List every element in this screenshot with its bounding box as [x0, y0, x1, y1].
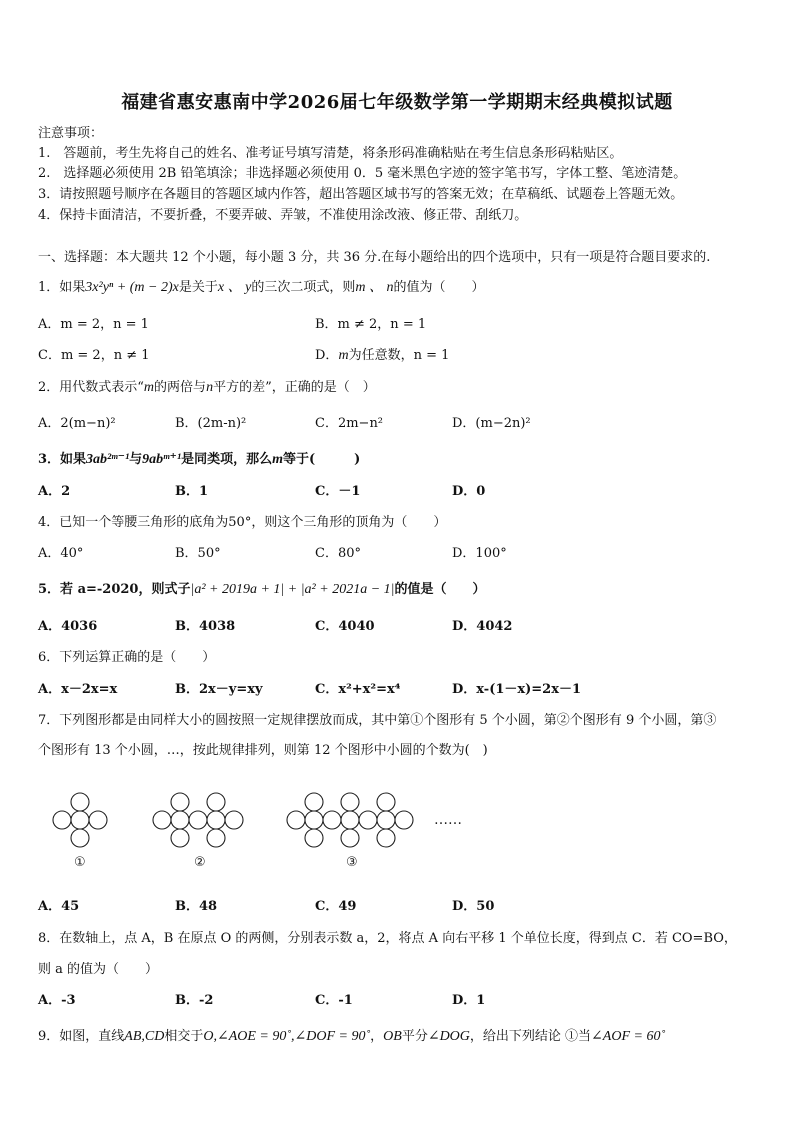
question-5: [38, 578, 486, 598]
question-3: [38, 448, 360, 468]
q9-angles: O,∠AOE = 90˚,∠DOF = 90˚: [203, 1029, 371, 1044]
q3-post: 是同类项，那么: [181, 452, 273, 467]
notice-heading: 注意事项：: [38, 126, 104, 141]
q4-option-b: B．50°: [175, 546, 221, 561]
section-heading: 一、选择题：本大题共 12 个小题，每小题 3 分，共 36 分.在每小题给出的四个选项中，只有一项是符合题目要求的.: [38, 250, 711, 265]
question-7-line-1: 7．下列图形都是由同样大小的圆按照一定规律摆放而成，其中第①个图形有 5 个小圆，第②个图形有 9 个小圆，第③: [38, 713, 717, 728]
q1-option-b: B．m ≠ 2，n = 1: [315, 317, 427, 332]
q1-end: 的值为（ ）: [393, 280, 485, 295]
pattern-figure-1: [53, 793, 107, 847]
q2-option-a: A．2(m−n)²: [38, 416, 116, 431]
question-4: 4．已知一个等腰三角形的底角为50°，则这个三角形的顶角为（ ）: [38, 515, 447, 530]
q7-option-a: A．45: [38, 899, 80, 914]
question-8-line-2: 则 a 的值为（ ）: [38, 962, 159, 977]
pattern-figure-3: [287, 793, 413, 847]
q5-prefix: 5．若 a=-2020，则式子: [38, 582, 191, 597]
q2-var-m: m: [143, 380, 155, 395]
q1-d-tail: n = 1: [413, 348, 450, 363]
q5-option-d: D．4042: [452, 619, 513, 634]
q9-prefix: 9．如图，直线: [38, 1029, 125, 1044]
q6-option-a: A．x－2x=x: [38, 682, 118, 697]
q2-prefix: 2．用代数式表示“: [38, 380, 144, 395]
q2-mid: 的两倍与: [154, 380, 207, 395]
q9-mid: 相交于: [164, 1029, 204, 1044]
q3-option-d: D．0: [452, 484, 486, 499]
q5-post: 的值是（ ）: [394, 582, 486, 597]
q3-prefix: 3．如果: [38, 452, 87, 467]
q4-option-c: C．80°: [315, 546, 361, 561]
q2-option-c: C．2m−n²: [315, 416, 384, 431]
q5-option-c: C．4040: [315, 619, 375, 634]
q1-option-c: C．m = 2，n ≠ 1: [38, 348, 150, 363]
question-2: [38, 376, 376, 396]
q1-d-label: D．: [315, 348, 339, 363]
q2-var-n: n: [206, 380, 214, 395]
q8-option-b: B．-2: [175, 993, 214, 1008]
page-title: 福建省惠安惠南中学2026届七年级数学第一学期期末经典模拟试题: [121, 92, 673, 113]
question-9: [38, 1025, 665, 1045]
q8-option-a: A．-3: [38, 993, 76, 1008]
q1-option-a: A．m = 2，n = 1: [38, 317, 149, 332]
q5-option-a: A．4036: [38, 619, 98, 634]
pattern-label-2: ②: [194, 855, 206, 870]
q3-term-2: 9abᵐ⁺¹: [142, 452, 182, 467]
question-8-line-1: 8．在数轴上，点 A，B 在原点 O 的两侧，分别表示数 a，2，将点 A 向右平移 1 个单位长度，得到点 C．若 CO=BO，: [38, 931, 737, 946]
q2-post: 平方的差”，正确的是（ ）: [213, 380, 376, 395]
q3-term-1: 3ab²ᵐ⁻¹: [86, 452, 130, 467]
q1-expression: 3x²yⁿ + (m − 2)x: [85, 280, 179, 295]
q1-post: 的三次二项式，则: [251, 280, 356, 295]
notice-item-1: 1. 答题前，考生先将自己的姓名、准考证号填写清楚，将条形码准确粘贴在考生信息条形码粘贴区。: [38, 146, 623, 161]
q6-option-b: B．2x－y=xy: [175, 682, 263, 697]
question-7-line-2: 个图形有 13 个小圆，…，按此规律排列，则第 12 个图形中小圆的个数为( ): [38, 743, 488, 758]
q3-mid: 与: [129, 452, 143, 467]
q2-option-d: D．(m−2n)²: [452, 416, 531, 431]
pattern-label-3: ③: [346, 855, 358, 870]
q1-d-var: m: [338, 348, 349, 363]
q5-option-b: B．4038: [175, 619, 236, 634]
q9-mid3: 平分: [401, 1029, 428, 1044]
pattern-ellipsis: ……: [434, 812, 462, 828]
notice-item-3: 3．请按照题号顺序在各题目的答题区域内作答，超出答题区域书写的答案无效；在草稿纸、试题卷上答题无效。: [38, 187, 684, 202]
q2-option-b: B．(2m-n)²: [175, 416, 247, 431]
q9-mid2: ，: [370, 1029, 384, 1044]
q3-var: m: [272, 452, 283, 467]
q9-lines: AB,CD: [124, 1029, 165, 1044]
q9-angle-dog: ∠DOG: [427, 1029, 470, 1044]
q1-vars2: m 、 n: [355, 280, 394, 295]
q9-post: ，给出下列结论 ①当: [469, 1029, 592, 1044]
notice-item-4: 4．保持卡面清洁，不要折叠，不要弄破、弄皱，不准使用涂改液、修正带、刮纸刀。: [38, 208, 528, 223]
question-1: [38, 276, 484, 296]
q5-expression: |a² + 2019a + 1| + |a² + 2021a − 1|: [190, 582, 395, 597]
q3-option-a: A．2: [38, 484, 71, 499]
q8-option-c: C．-1: [315, 993, 353, 1008]
q7-option-b: B．48: [175, 899, 218, 914]
q1-prefix: 1．如果: [38, 280, 86, 295]
q7-option-c: C．49: [315, 899, 357, 914]
question-6: 6．下列运算正确的是（ ）: [38, 650, 216, 665]
q9-ray: OB: [383, 1029, 402, 1044]
pattern-figure-2: [153, 793, 243, 847]
q7-option-d: D．50: [452, 899, 495, 914]
q1-vars: x 、 y: [217, 280, 252, 295]
q8-option-d: D．1: [452, 993, 486, 1008]
q6-option-d: D．x-(1－x)=2x－1: [452, 682, 582, 697]
q4-option-a: A．40°: [38, 546, 84, 561]
q6-option-c: C．x²+x²=x⁴: [315, 682, 401, 697]
pattern-label-1: ①: [74, 855, 86, 870]
q4-option-d: D．100°: [452, 546, 507, 561]
q3-option-b: B．1: [175, 484, 209, 499]
q1-mid: 是关于: [178, 280, 218, 295]
q1-d-text: 为任意数，: [348, 348, 414, 363]
notice-item-2: 2. 选择题必须使用 2B 铅笔填涂；非选择题必须使用 0．5 毫米黑色字迹的签字笔书写，字体工整、笔迹清楚。: [38, 166, 687, 181]
q9-angle-aof: ∠AOF = 60˚: [591, 1029, 666, 1044]
q1-option-d: [315, 344, 449, 364]
q3-end: 等于( ): [283, 452, 361, 467]
circle-pattern-figure: [0, 790, 794, 870]
q3-option-c: C．－1: [315, 484, 361, 499]
